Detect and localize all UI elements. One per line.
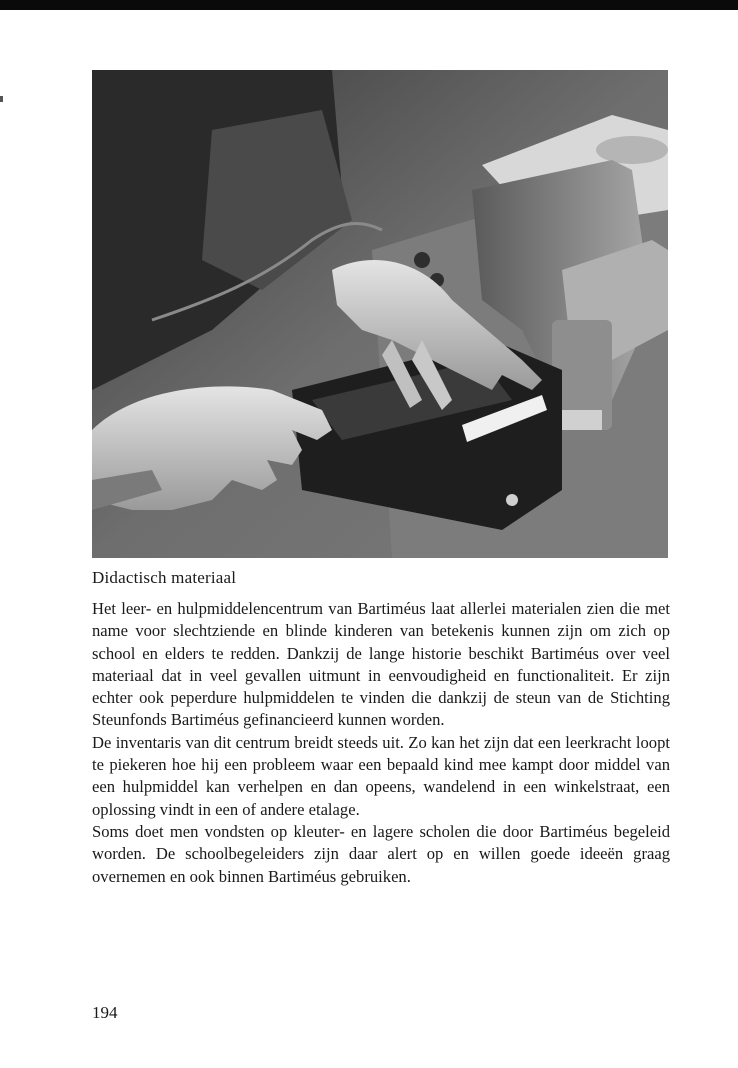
top-border-rule bbox=[0, 0, 738, 10]
paragraph-1: Het leer- en hulpmiddelencentrum van Bartiméus laat allerlei materialen zien die met name voor slechtziende en blinde kinderen van betekenis kunnen zijn om zich op school en elders te redden. Dankzij de lange historie beschikt Bartiméus over veel materiaal dat in veel gevallen uitmunt in eenvoudigheid en functionaliteit. Er zijn echter ook peperdure hulpmiddelen te vinden die dankzij de steun van de Stichting Steunfonds Bartiméus gefinancieerd kunnen worden. bbox=[92, 599, 670, 730]
braille-typewriter-photo bbox=[92, 70, 668, 558]
article-body bbox=[92, 598, 670, 888]
paragraph-2: De inventaris van dit centrum breidt steeds uit. Zo kan het zijn dat een leerkracht loopt te piekeren hoe hij een probleem waar een bepaald kind mee kampt door middel van een hulpmiddel kan verhelpen en dan opeens, wandelend in een winkelstraat, een oplossing vindt in een of andere etalage. bbox=[92, 732, 670, 819]
paragraph-3: Soms doet men vondsten op kleuter- en lagere scholen die door Bartiméus begeleid worden. De schoolbegeleiders zijn daar alert op en willen goede ideeën graag overnemen en ook binnen Bartiméus gebruiken. bbox=[92, 821, 670, 886]
scan-edge-mark bbox=[0, 96, 3, 102]
photo-caption: Didactisch materiaal bbox=[92, 568, 237, 587]
page-number: 194 bbox=[92, 1003, 118, 1022]
braille-typewriter-photo-icon bbox=[92, 70, 668, 558]
